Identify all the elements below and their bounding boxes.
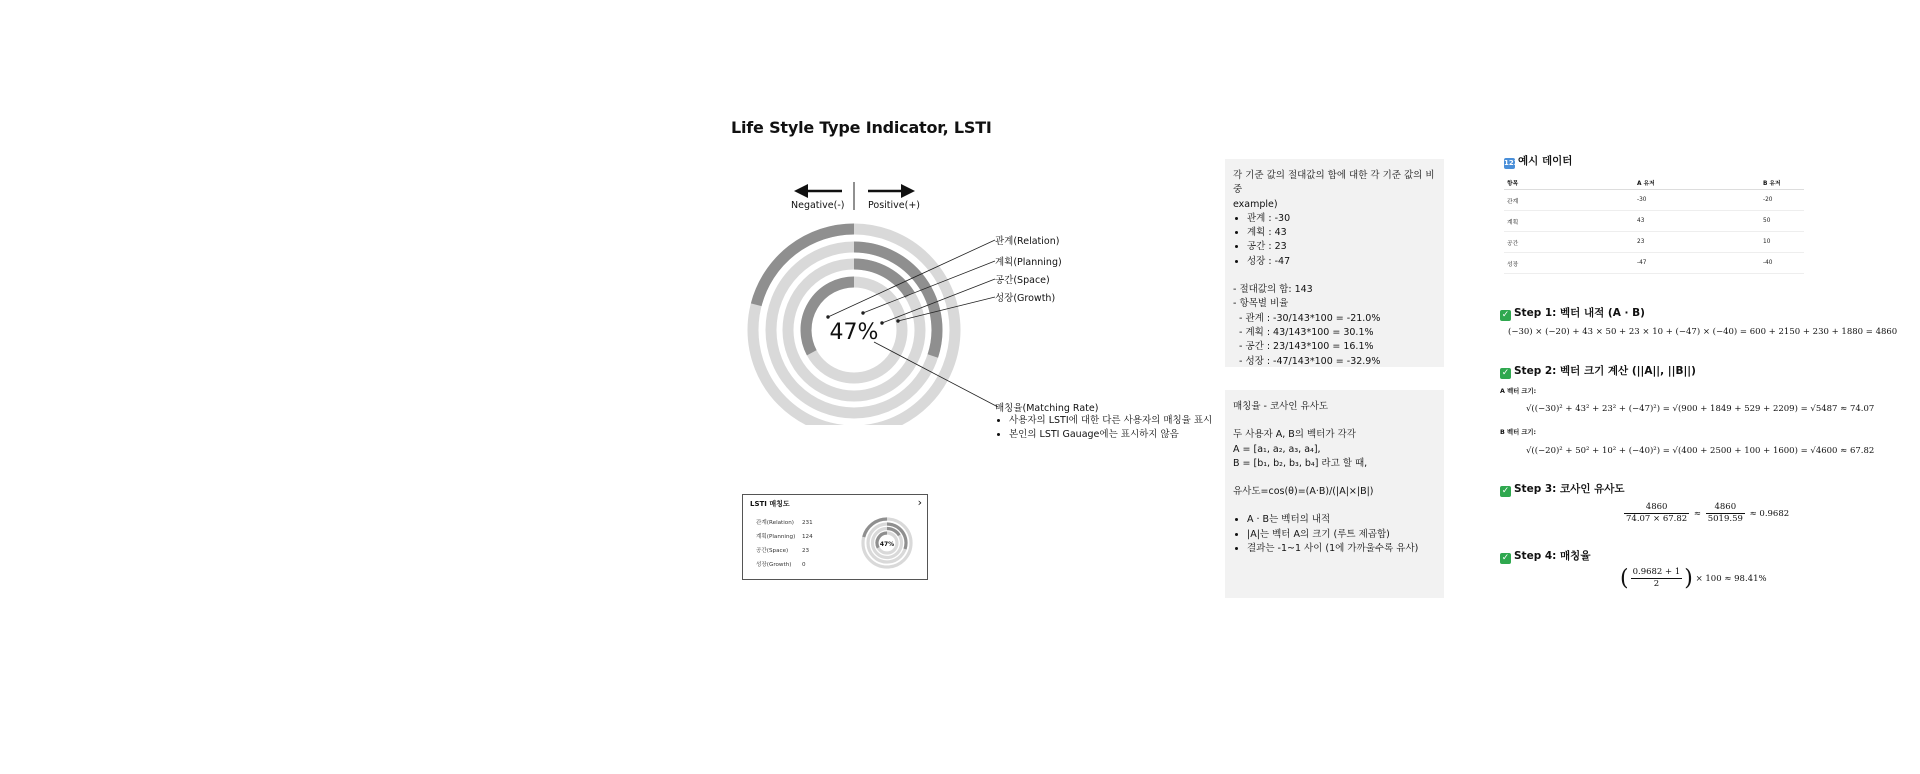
table-row: 관계 -30 -20 [1504,190,1804,211]
example-table [1504,175,1804,274]
card-row-label: 계획(Planning) [756,534,796,540]
step1-title: Step 1: 벡터 내적 (A · B) [1514,307,1645,319]
step3-heading [1500,481,1625,497]
check-icon: ✓ [1501,368,1510,378]
vector-b: B = [b₁, b₂, b₃, b₄] 라고 할 때, [1233,457,1368,469]
ratio-explanation-panel [1225,159,1444,367]
matching-rate-label: 매칭율(Matching Rate) [995,403,1099,414]
step4-heading [1500,548,1590,564]
leader-dot [881,322,884,325]
check-icon: ✓ [1501,310,1510,320]
card-row-value: 124 [802,534,813,540]
example-title: 예시 데이터 [1518,155,1573,167]
ratio-items [1233,212,1436,269]
check-icon: ✓ [1501,553,1510,563]
ring-label-planning: 계획(Planning) [995,257,1062,268]
ratio-heading: 각 기준 값의 절대값의 합에 대한 각 기준 값의 비중 [1233,170,1435,196]
numbers-icon: 1234 [1504,159,1524,167]
step2-a-label: A 벡터 크기: [1500,388,1537,395]
vector-a: A = [a₁, a₂, a₃, a₄], [1233,443,1321,455]
card-row-value: 23 [802,548,810,554]
leader-dot [862,312,865,315]
card-title: LSTI 매칭도 [750,500,790,508]
leader-dot [827,316,830,319]
step2-b-formula: √((−20)² + 50² + 10² + (−40)²) = √(400 + 2500 + 100 + 1600) = √4600 ≈ 67.82 [1526,446,1875,456]
card-row [756,518,813,526]
cosine-bullets [1233,513,1436,556]
step4-formula: ( $\frac{0.9682 + 1}{2}$ ) × 100 ≈ 98.41% [1620,566,1767,591]
card-row-value: 0 [802,562,806,568]
cosine-intro: 두 사용자 A, B의 벡터가 각각 [1233,429,1356,441]
ratio-line: - 관계 : -30/143*100 = -21.0% [1239,312,1381,324]
step2-b-label: B 벡터 크기: [1500,429,1537,436]
lsti-gauge [740,215,1000,425]
leader-dot [897,320,900,323]
card-row [756,546,809,554]
card-row-label: 성장(Growth) [756,562,792,568]
ratio-subheading: - 항목별 비율 [1233,298,1289,310]
ratio-item: • 성장 : -47 [1247,255,1436,269]
cosine-heading: 매칭율 - 코사인 유사도 [1233,401,1329,412]
card-row [756,560,806,568]
positive-arrow-icon [901,184,915,198]
table-row: 공간 23 10 [1504,232,1804,253]
matching-note-item: • 사용자의 LSTI에 대한 다른 사용자의 매칭율 표시 [1009,414,1225,428]
card-row-value: 231 [802,520,813,526]
step1-heading [1500,305,1645,321]
table-row: 성장 -47 -40 [1504,253,1804,274]
ratio-item: • 관계 : -30 [1247,212,1436,226]
matching-note-item: • 본인의 LSTI Gauage에는 표시하지 않음 [1009,428,1225,442]
card-gauge-value: 47% [879,541,895,548]
ratio-line: - 계획 : 43/143*100 = 30.1% [1239,326,1374,338]
matching-notes [995,414,1225,442]
cosine-bullet: • A · B는 벡터의 내적 [1247,513,1436,527]
table-header-row [1504,175,1804,190]
abs-sum: - 절대값의 합: 143 [1233,284,1313,296]
column-header: B 유저 [1760,175,1804,190]
ring-label-space: 공간(Space) [995,275,1050,286]
ratio-line: - 성장 : -47/143*100 = -32.9% [1239,355,1381,367]
example-heading [1504,153,1572,169]
ring-label-growth: 성장(Growth) [995,293,1056,304]
ratio-item: • 계획 : 43 [1247,226,1436,240]
column-header: A 유저 [1634,175,1760,190]
ratio-item: • 공간 : 23 [1247,240,1436,254]
negative-label: Negative(-) [791,200,845,211]
step1-formula: (−30) × (−20) + 43 × 50 + 23 × 10 + (−47) × (−40) = 600 + 2150 + 230 + 1880 = 4860 [1508,327,1898,337]
card-row-label: 공간(Space) [756,548,789,554]
cosine-formula: 유사도=cos(θ)=(A·B)/(|A|×|B|) [1233,486,1374,498]
chevron-right-icon[interactable]: › [917,496,922,509]
cosine-bullet: • 결과는 -1~1 사이 (1에 가까울수록 유사) [1247,542,1436,556]
cosine-explanation-panel [1225,390,1444,598]
card-mini-gauge [861,517,913,569]
check-icon: ✓ [1501,486,1510,496]
gauge-center-value: 47% [829,320,879,345]
table-row: 계획 43 50 [1504,211,1804,232]
step2-a-formula: √((−30)² + 43² + 23² + (−47)²) = √(900 + 1849 + 529 + 2209) = √5487 ≈ 74.07 [1526,404,1875,414]
lsti-matching-card[interactable] [742,494,928,580]
step4-title: Step 4: 매칭율 [1514,550,1591,562]
card-row [756,532,813,540]
card-row-label: 관계(Relation) [756,520,794,526]
step2-heading [1500,363,1696,379]
step2-title: Step 2: 벡터 크기 계산 (||A||, ||B||) [1514,365,1696,377]
negative-arrow-icon [794,184,808,198]
step3-title: Step 3: 코사인 유사도 [1514,483,1625,495]
cosine-bullet: • |A|는 벡터 A의 크기 (루트 제곱합) [1247,528,1436,542]
ring-label-relation: 관계(Relation) [995,236,1060,247]
positive-label: Positive(+) [868,200,920,211]
ratio-example-label: example) [1233,198,1278,210]
matching-note [995,400,1225,442]
step3-formula: $\frac{4860}{74.07 \times 67.82}$ ≈ $\frac{4860}{5019.59}$ ≈ 0.9682 [1626,502,1790,524]
column-header: 항목 [1504,175,1634,190]
ratio-line: - 공간 : 23/143*100 = 16.1% [1239,341,1374,353]
page-title: Life Style Type Indicator, LSTI [731,118,992,137]
